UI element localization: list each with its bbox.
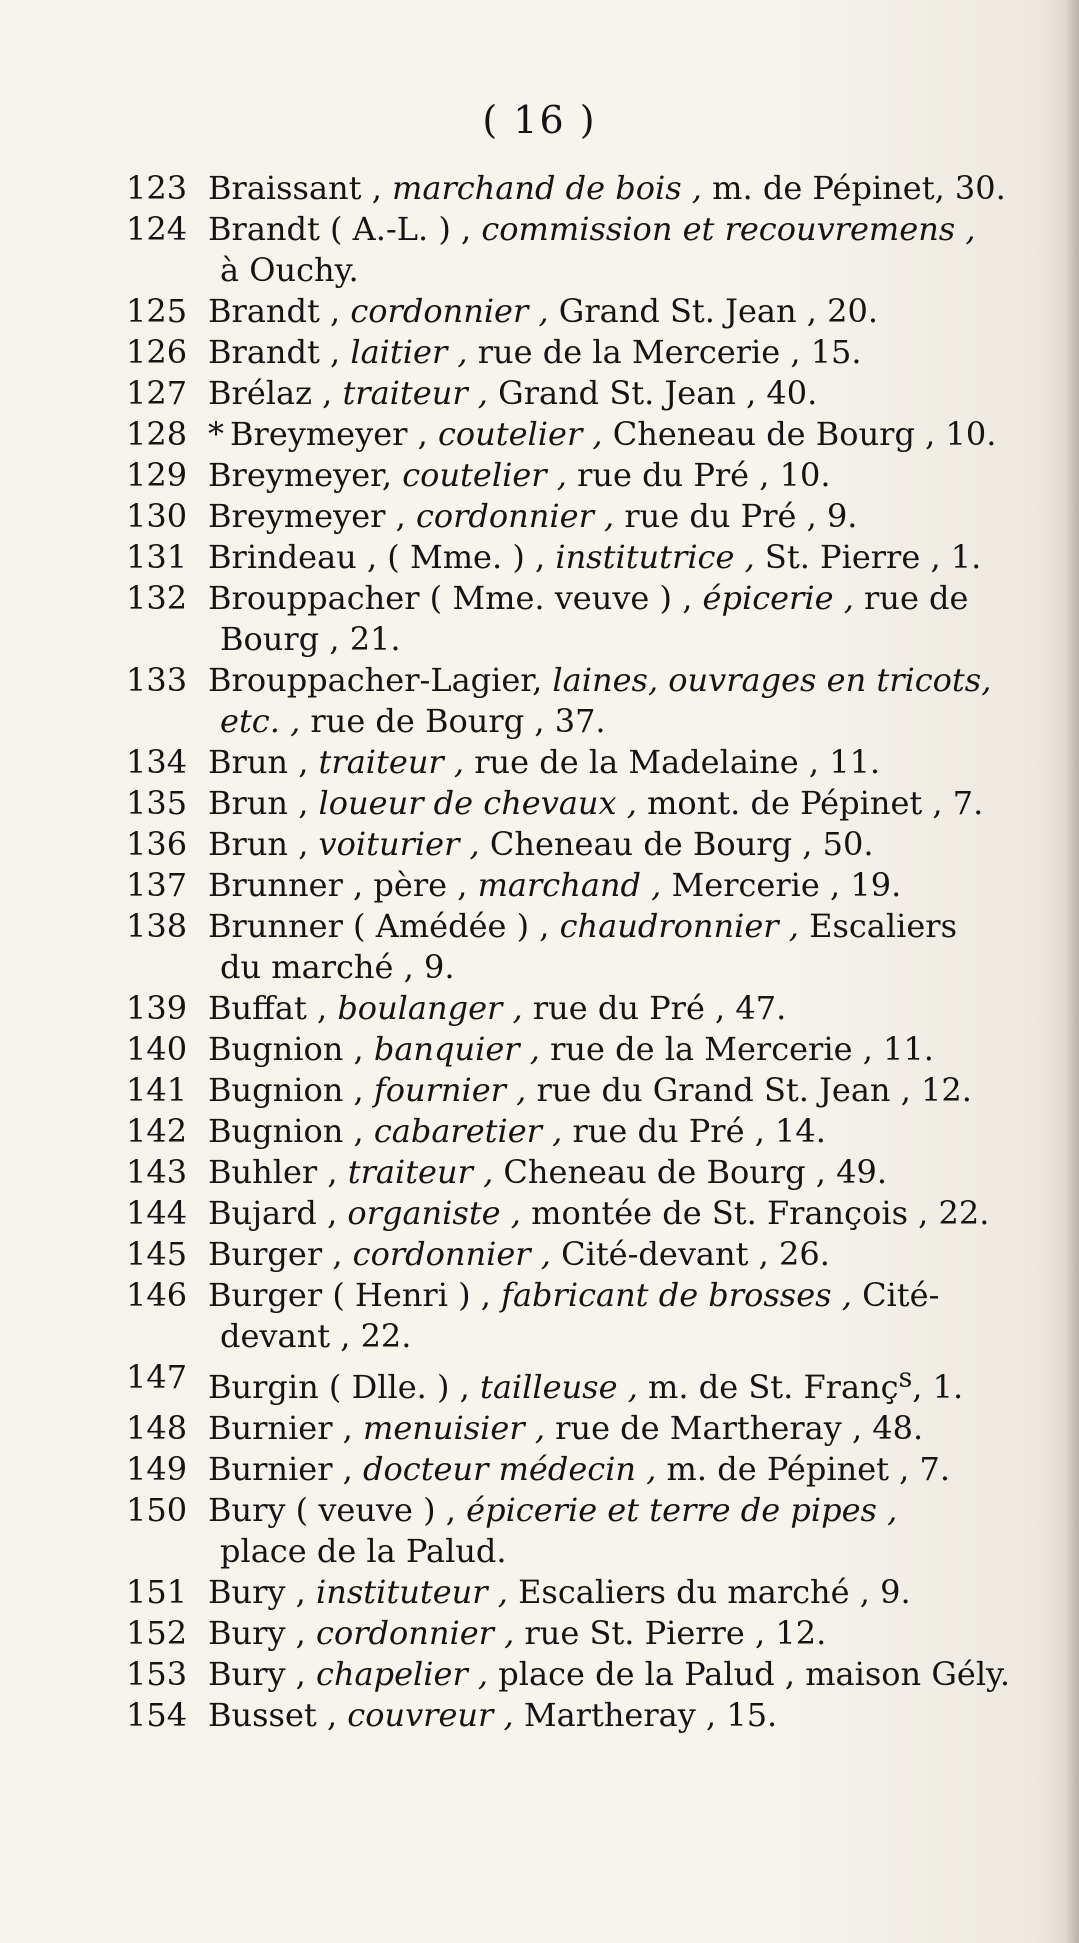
entry-name: Burger ( Henri ) , [208, 1276, 502, 1314]
entry-text [208, 1450, 950, 1488]
entry-name: Brunner , père , [208, 866, 478, 904]
entry-text [208, 784, 983, 822]
entry-address: mont. de Pépinet , 7. [647, 784, 984, 822]
entry-occupation: laines, ouvrages en tricots, [552, 661, 992, 699]
entry-text [208, 1194, 989, 1232]
entry-address: rue St. Pierre , 12. [524, 1613, 827, 1652]
entry-occupation: traiteur , [318, 743, 465, 781]
list-item [126, 1357, 1036, 1408]
entry-text [208, 907, 957, 945]
entry-number: 136 [126, 825, 188, 863]
entry-address: rue du Pré , 47. [532, 989, 787, 1027]
entry-number: 132 [126, 579, 188, 617]
entry-number: 126 [126, 333, 188, 371]
list-item [126, 455, 1036, 496]
entry-name: Bujard , [208, 1194, 348, 1232]
entry-address: m. de Pépinet, 30. [712, 169, 1006, 207]
entry-continuation-address: à Ouchy. [220, 251, 359, 289]
entry-occupation: banquier , [373, 1030, 540, 1068]
entry-occupation: fournier , [373, 1071, 527, 1109]
entry-address: Cité-devant , 26. [561, 1235, 830, 1273]
entry-continuation [208, 1531, 1036, 1572]
entry-address: place de la Palud , maison Gély. [498, 1654, 1011, 1693]
entry-address: montée de St. François , 22. [531, 1194, 990, 1232]
list-item [126, 824, 1036, 865]
entry-number: 137 [126, 866, 188, 904]
list-item [126, 1111, 1036, 1152]
list-item [126, 1193, 1036, 1234]
entry-name: Bugnion , [208, 1112, 374, 1150]
entry-name: Brunner ( Amédée ) , [208, 907, 560, 945]
list-item [126, 988, 1036, 1029]
entry-number: 151 [126, 1572, 188, 1611]
entry-number: 148 [126, 1408, 188, 1447]
entry-name: Buhler , [208, 1153, 348, 1191]
entry-text [208, 292, 878, 330]
entry-number: 133 [126, 661, 188, 699]
entry-continuation-address: du marché , 9. [220, 948, 455, 986]
entry-name: Brélaz , [208, 374, 343, 412]
entry-occupation: cordonnier , [352, 1235, 551, 1273]
entry-continuation [208, 250, 1036, 291]
entry-name: Brouppacher ( Mme. veuve ) , [208, 579, 703, 617]
entry-name: Burnier , [208, 1449, 364, 1488]
entry-name: Braissant , [208, 169, 393, 207]
entry-address: m. de Pépinet , 7. [666, 1449, 951, 1488]
entry-occupation: marchand de bois , [392, 169, 702, 207]
entry-number: 150 [126, 1490, 188, 1529]
entry-occupation: chaudronnier , [559, 907, 799, 945]
list-item [126, 1234, 1036, 1275]
entry-name: Bury , [208, 1654, 317, 1693]
entry-number: 131 [126, 538, 188, 576]
entry-name: Breymeyer, [208, 456, 403, 494]
entry-occupation: boulanger , [337, 989, 523, 1027]
list-item [126, 1613, 1036, 1654]
list-item [126, 1572, 1036, 1613]
entry-address: rue de [864, 579, 969, 617]
entry-name: Burgin ( Dlle. ) , [208, 1367, 480, 1406]
entry-address: Cheneau de Bourg , 10. [612, 415, 997, 453]
entry-text [208, 210, 976, 248]
entry-text [208, 1655, 1010, 1693]
entry-text [208, 538, 981, 576]
entry-name: Bury , [208, 1613, 317, 1652]
list-item [126, 373, 1036, 414]
list-item [126, 1654, 1036, 1695]
list-item [126, 1449, 1036, 1490]
entry-occupation: laitier , [350, 333, 468, 371]
entry-occupation: cordonnier , [316, 1613, 515, 1652]
entry-address: Cheneau de Bourg , 50. [489, 825, 874, 863]
entry-name: Breymeyer , [230, 415, 438, 453]
entry-address-superscript: s [898, 1362, 913, 1393]
entry-number: 141 [126, 1071, 188, 1109]
entry-text [208, 1235, 830, 1273]
entry-text [208, 1409, 923, 1447]
entry-name: Brandt ( A.-L. ) , [208, 210, 482, 248]
entry-occupation: loueur de chevaux , [318, 784, 637, 822]
entry-continuation [208, 1316, 1036, 1357]
entry-occupation: couvreur , [347, 1695, 514, 1734]
entry-occupation: chapelier , [316, 1654, 489, 1693]
entry-text [208, 333, 862, 371]
entry-name: Burnier , [208, 1408, 364, 1447]
list-item [126, 1029, 1036, 1070]
entry-occupation: épicerie et terre de pipes , [466, 1490, 898, 1529]
list-item [126, 496, 1036, 537]
entry-occupation: cordonnier , [415, 497, 615, 535]
entry-number: 145 [126, 1235, 188, 1273]
list-item [126, 1275, 1036, 1357]
entry-text [208, 1362, 964, 1406]
entry-address: rue de la Madelaine , 11. [474, 743, 881, 781]
entry-text [208, 1030, 934, 1068]
entry-name: Bugnion , [208, 1030, 374, 1068]
entry-name: Busset , [208, 1695, 348, 1734]
entry-text [208, 415, 996, 453]
entry-address: Cheneau de Bourg , 49. [503, 1153, 888, 1191]
entry-occupation: coutelier , [402, 456, 567, 494]
entry-text [208, 1071, 972, 1109]
entry-continuation-address: Bourg , 21. [220, 620, 401, 658]
entry-text [208, 1112, 826, 1150]
list-item [126, 865, 1036, 906]
entry-number: 153 [126, 1654, 188, 1693]
list-item [126, 537, 1036, 578]
list-item [126, 332, 1036, 373]
entry-number: 129 [126, 456, 188, 494]
entry-continuation-address: devant , 22. [220, 1317, 412, 1355]
entry-address: rue de Martheray , 48. [555, 1408, 924, 1447]
entry-address: Mercerie , 19. [671, 866, 902, 904]
entry-text [208, 1153, 887, 1191]
entry-text [208, 825, 873, 863]
entry-occupation: commission et recouvremens , [481, 210, 976, 248]
entry-number: 143 [126, 1153, 188, 1191]
entry-number: 144 [126, 1194, 188, 1232]
entry-continuation-occupation: etc. , [220, 702, 301, 740]
entry-number: 124 [126, 210, 188, 248]
list-item [126, 291, 1036, 332]
list-item [126, 1408, 1036, 1449]
entry-number: 152 [126, 1613, 188, 1652]
list-item [126, 906, 1036, 988]
entry-name: Bury , [208, 1572, 317, 1611]
entry-address: rue du Grand St. Jean , 12. [536, 1071, 972, 1109]
entry-occupation: instituteur , [316, 1572, 508, 1611]
entry-text [208, 497, 857, 535]
entry-address: rue du Pré , 9. [624, 497, 858, 535]
entry-name: Bugnion , [208, 1071, 374, 1109]
list-item [126, 742, 1036, 783]
entry-address: St. Pierre , 1. [764, 538, 982, 576]
entry-number: 142 [126, 1112, 188, 1150]
list-item [126, 414, 1036, 455]
page-number: ( 16 ) [482, 98, 597, 142]
entry-number: 139 [126, 989, 188, 1027]
entry-occupation: voiturier , [318, 825, 480, 863]
entry-occupation: cordonnier , [350, 292, 549, 330]
list-item [126, 1152, 1036, 1193]
list-item [126, 783, 1036, 824]
entry-text [208, 579, 968, 617]
list-item [126, 578, 1036, 660]
entry-address: Grand St. Jean , 20. [558, 292, 878, 330]
entry-occupation: menuisier , [363, 1408, 545, 1447]
entry-address: rue du Pré , 10. [577, 456, 831, 494]
entry-name: Burger , [208, 1235, 353, 1273]
entry-number: 134 [126, 743, 188, 781]
entry-name: Brindeau , ( Mme. ) , [208, 538, 556, 576]
entry-occupation: organiste , [347, 1194, 521, 1232]
entry-occupation: traiteur , [347, 1153, 494, 1191]
list-item [126, 1070, 1036, 1111]
entry-text [208, 456, 831, 494]
entry-number: 135 [126, 784, 188, 822]
entry-number: 147 [126, 1358, 188, 1396]
entry-address: m. de St. Franç [648, 1367, 899, 1406]
entry-number: 125 [126, 292, 188, 330]
list-item [126, 1695, 1036, 1736]
entry-number: 154 [126, 1695, 188, 1734]
entry-text [208, 989, 786, 1027]
list-item [126, 168, 1036, 209]
entry-name: Brun , [208, 825, 319, 863]
entry-number: 146 [126, 1276, 188, 1314]
entry-name: Brun , [208, 743, 319, 781]
entry-occupation: cabaretier , [373, 1112, 563, 1150]
entry-name: Bury ( veuve ) , [208, 1490, 467, 1529]
entry-name: Brandt , [208, 292, 351, 330]
entry-address-end: , 1. [912, 1367, 964, 1406]
entry-number: 127 [126, 374, 188, 412]
entry-occupation: épicerie , [702, 579, 854, 617]
entry-number: 140 [126, 1030, 188, 1068]
list-item [126, 209, 1036, 291]
entry-text [208, 1573, 911, 1611]
entry-number: 130 [126, 497, 188, 535]
page-edge-shadow [1065, 0, 1079, 1943]
entry-continuation [208, 619, 1036, 660]
entry-continuation [208, 947, 1036, 988]
entry-text [208, 169, 1006, 207]
entry-name: Brun , [208, 784, 319, 822]
directory-list [126, 168, 1036, 1736]
entry-address: Grand St. Jean , 40. [498, 374, 818, 412]
entry-address: rue du Pré , 14. [572, 1112, 826, 1150]
entry-text [208, 661, 991, 699]
entry-address: rue de la Mercerie , 15. [477, 333, 862, 371]
entry-occupation: docteur médecin , [363, 1449, 657, 1488]
entry-number: 123 [126, 169, 188, 207]
list-item [126, 1490, 1036, 1572]
entry-name: Buffat , [208, 989, 338, 1027]
entry-continuation-address: place de la Palud. [220, 1531, 507, 1570]
entry-occupation: tailleuse , [479, 1367, 638, 1406]
entry-name: Brouppacher-Lagier, [208, 661, 553, 699]
entry-text [208, 1614, 826, 1652]
entry-text [208, 1491, 897, 1529]
entry-star: * [208, 415, 224, 453]
entry-number: 149 [126, 1449, 188, 1488]
entry-occupation: coutelier , [437, 415, 603, 453]
entry-occupation: marchand , [477, 866, 662, 904]
entry-occupation: traiteur , [342, 374, 488, 412]
entry-text [208, 1696, 777, 1734]
entry-continuation-address: rue de Bourg , 37. [310, 702, 606, 740]
entry-address: Martheray , 15. [523, 1695, 778, 1734]
entry-name: Brandt , [208, 333, 351, 371]
entry-occupation: institutrice , [555, 538, 755, 576]
entry-name: Breymeyer , [208, 497, 416, 535]
entry-number: 138 [126, 907, 188, 945]
entry-number: 128 [126, 415, 188, 453]
entry-address: Escaliers [809, 907, 957, 945]
entry-occupation: fabricant de brosses , [501, 1276, 852, 1314]
entry-text [208, 743, 880, 781]
list-item [126, 660, 1036, 742]
entry-text [208, 866, 901, 904]
entry-continuation [208, 701, 1036, 742]
entry-address: rue de la Mercerie , 11. [550, 1030, 934, 1068]
entry-address: Escaliers du marché , 9. [518, 1572, 911, 1611]
entry-text [208, 374, 817, 412]
entry-address: Cité- [862, 1276, 940, 1314]
entry-text [208, 1276, 939, 1314]
